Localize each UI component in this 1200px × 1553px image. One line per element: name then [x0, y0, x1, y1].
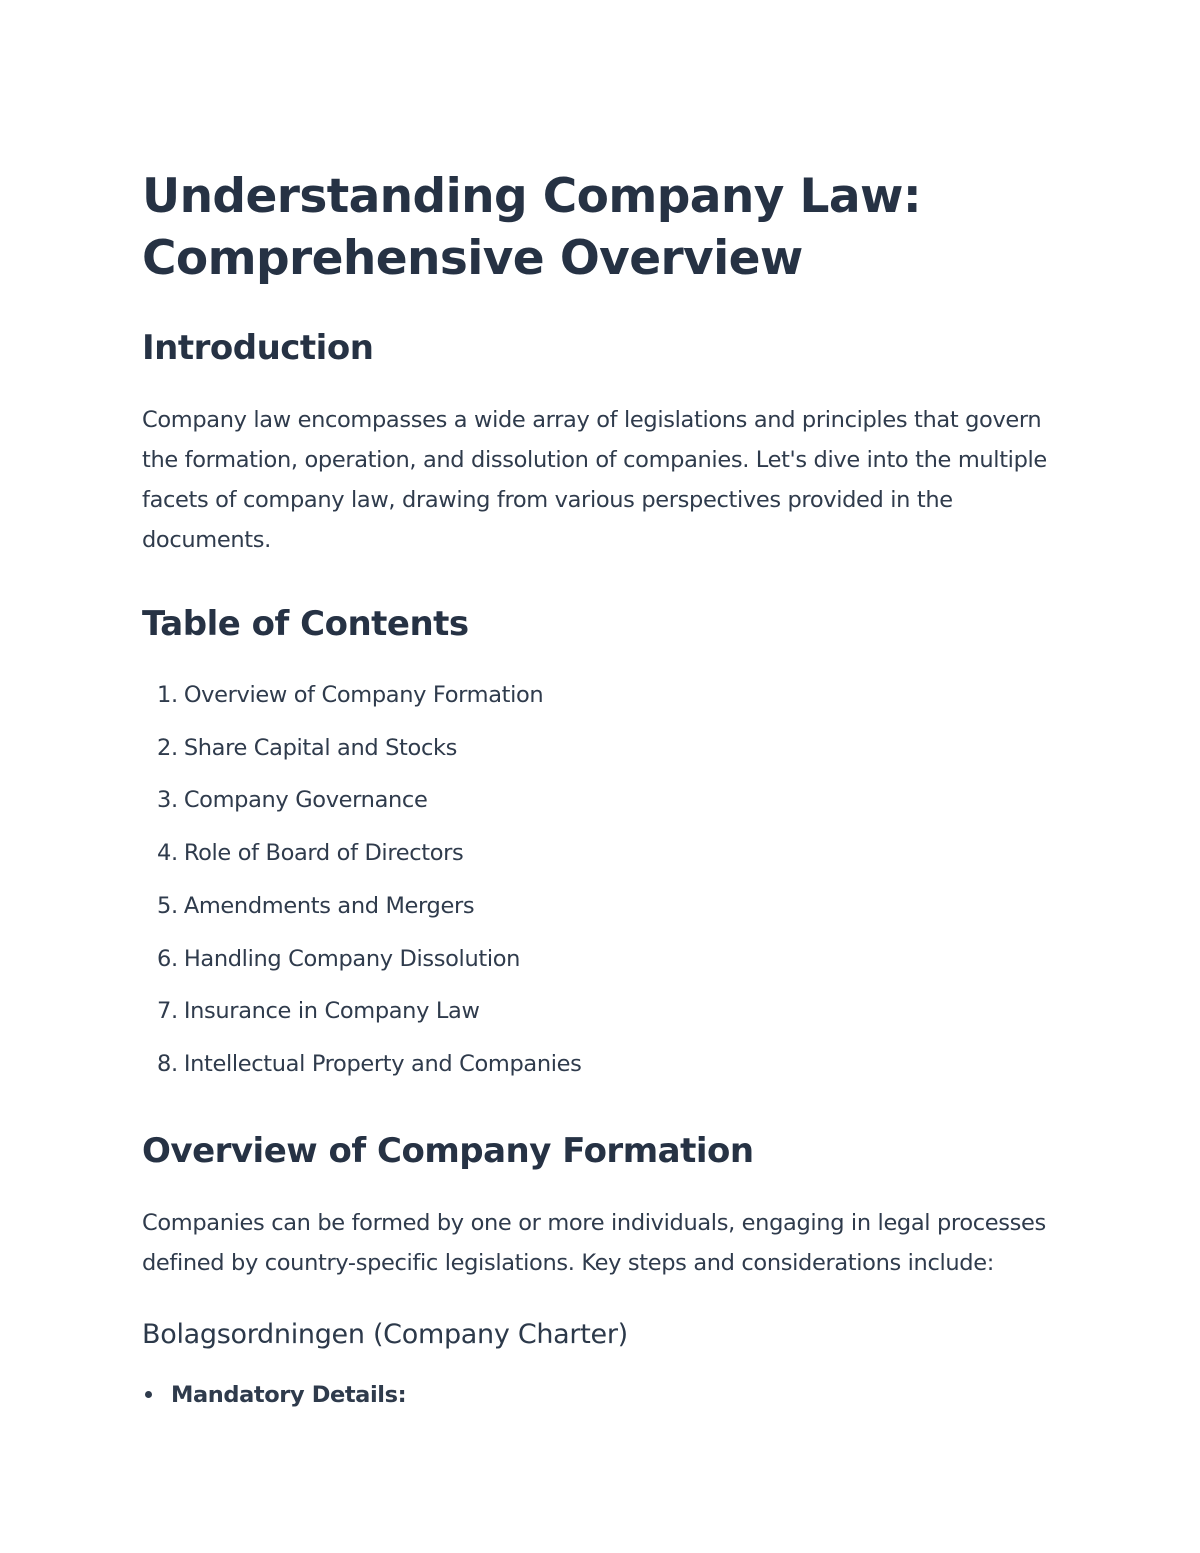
- table-of-contents-list: [142, 669, 1072, 1091]
- bullet-icon: [145, 1391, 152, 1398]
- toc-item: 1 . Overview of Company Formation: [142, 669, 1072, 722]
- formation-paragraph: Companies can be formed by one or more individuals, engaging in legal processes defined by country-specific legislations. Key steps and considerations include:: [142, 1209, 1046, 1276]
- introduction-paragraph: Company law encompasses a wide array of legislations and principles that govern the formation, operation, and dissolution of companies. Let's dive into the multiple facets of company law, drawing from various perspectives provided in the documents.: [142, 407, 1047, 553]
- section-heading-introduction: Introduction: [142, 328, 374, 368]
- toc-item-label: Handling Company Dissolution: [183, 945, 521, 972]
- bullet-label: Mandatory Details:: [171, 1381, 407, 1408]
- toc-item: 4 . Role of Board of Directors: [142, 827, 1072, 880]
- toc-item: 6 . Handling Company Dissolution: [142, 933, 1072, 986]
- toc-item-label: Intellectual Property and Companies: [183, 1050, 582, 1077]
- toc-item-label: Overview of Company Formation: [183, 682, 544, 708]
- toc-item: 5 . Amendments and Mergers: [142, 880, 1072, 933]
- toc-item-number: 3: [157, 787, 171, 814]
- toc-item: 3 . Company Governance: [142, 774, 1072, 827]
- page-title: Understanding Company Law: Comprehensive Overview: [142, 169, 922, 286]
- toc-item-label: Company Governance: [183, 787, 428, 814]
- toc-item-number: 4: [157, 840, 171, 867]
- toc-item: 2 . Share Capital and Stocks: [142, 722, 1072, 775]
- toc-item-number: 8: [157, 1050, 171, 1077]
- toc-item-label: Share Capital and Stocks: [183, 734, 458, 761]
- toc-item-number: 7: [157, 998, 171, 1025]
- toc-item: 7 . Insurance in Company Law: [142, 985, 1072, 1038]
- toc-item-label: Role of Board of Directors: [183, 840, 464, 867]
- subsection-heading-company-charter: Bolagsordningen (Company Charter): [142, 1318, 628, 1350]
- list-item: [142, 1375, 1072, 1415]
- toc-item-number: 1: [157, 682, 171, 708]
- toc-item-number: 2: [157, 734, 171, 761]
- toc-item-number: 6: [157, 945, 171, 972]
- toc-item-number: 5: [157, 892, 171, 919]
- document-page: [142, 166, 1072, 1415]
- toc-item: 8 . Intellectual Property and Companies: [142, 1038, 1072, 1091]
- toc-item-label: Amendments and Mergers: [183, 892, 475, 919]
- charter-bullet-list: [142, 1375, 1072, 1415]
- toc-item-label: Insurance in Company Law: [183, 998, 480, 1025]
- section-heading-table-of-contents: Table of Contents: [142, 604, 469, 644]
- section-heading-company-formation: Overview of Company Formation: [142, 1130, 754, 1171]
